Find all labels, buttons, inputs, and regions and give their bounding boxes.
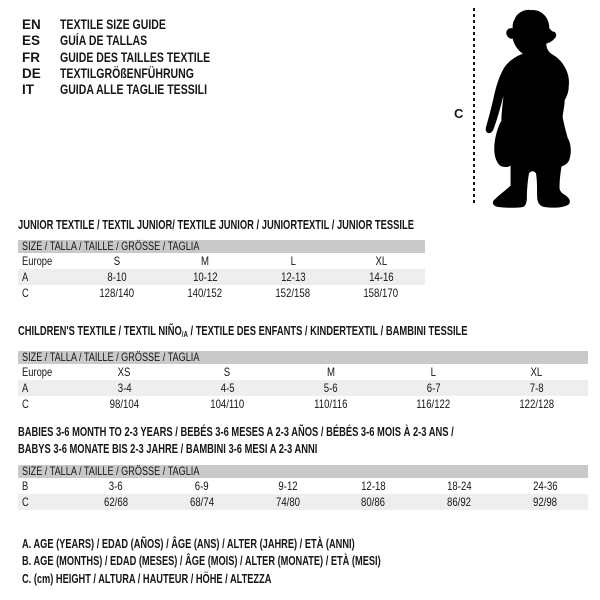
language-row <box>22 17 253 33</box>
title-segment: BABYS 3-6 MONATE BIS 2-3 JAHRE / BAMBINI 3-6 MESI A 2-3 ANNI <box>18 441 318 456</box>
section-childrens-textile <box>18 322 588 412</box>
table-cell-text: 152/158 <box>275 286 311 300</box>
table-cell <box>337 269 425 285</box>
baby-silhouette-path <box>486 10 571 208</box>
table-row <box>18 478 588 494</box>
table-cell-text: S <box>113 254 121 268</box>
table-cell <box>279 396 382 412</box>
table-cell <box>73 478 159 494</box>
table-header-band-label: SIZE / TALLA / TAILLE / GRÖSSE / TAGLIA <box>22 239 200 253</box>
footnotes <box>22 536 507 588</box>
table-cell <box>382 364 485 380</box>
language-label: TEXTILE SIZE GUIDE <box>60 17 166 32</box>
row-label <box>18 494 73 510</box>
table-cell-text: 24-36 <box>532 479 558 493</box>
row-label <box>18 478 73 494</box>
table-cell-text: M <box>326 365 335 379</box>
table-cell-text: 98/104 <box>109 397 140 411</box>
table-cell <box>161 253 249 269</box>
table-row <box>18 269 425 285</box>
language-code: DE <box>22 65 41 81</box>
table-cell-text: 14-16 <box>368 270 394 284</box>
baby-silhouette-icon <box>481 5 583 208</box>
row-label-text: B <box>22 479 29 493</box>
row-label <box>18 269 73 285</box>
section-babies-textile <box>18 423 588 510</box>
table-header-band <box>18 465 588 478</box>
language-label: GUÍA DE TALLAS <box>60 33 148 49</box>
table-cell <box>159 478 245 494</box>
table-row <box>18 494 588 510</box>
table-cell-text: 68/74 <box>189 495 214 509</box>
height-measure-dashed-line <box>473 8 475 206</box>
table-cell-text: 140/152 <box>187 286 223 300</box>
footnote <box>22 553 507 570</box>
table-cell <box>382 380 485 396</box>
table-row <box>18 396 588 412</box>
table-cell-text: 86/92 <box>447 495 472 509</box>
table-header-band <box>18 240 425 253</box>
table-cell-text: 8-10 <box>107 270 127 284</box>
row-label-text: C <box>22 495 29 509</box>
title-segment: JUNIOR TEXTILE / TEXTIL JUNIOR/ TEXTILE JUNIOR / JUNIORTEXTIL / JUNIOR TESSILE <box>18 217 414 232</box>
table-cell <box>502 478 588 494</box>
table-cell-text: XL <box>375 254 387 268</box>
table-cell-text: XS <box>118 365 131 379</box>
table-cell <box>73 364 176 380</box>
table-header-band-label: SIZE / TALLA / TAILLE / GRÖSSE / TAGLIA <box>22 350 200 364</box>
table-row <box>18 364 588 380</box>
table-cell-text: S <box>224 365 231 379</box>
table-cell <box>337 285 425 301</box>
table-cell-text: 116/122 <box>416 397 451 411</box>
section-title-line <box>18 322 468 343</box>
row-label <box>18 364 73 380</box>
size-table <box>18 465 588 510</box>
table-cell <box>279 364 382 380</box>
language-code: ES <box>22 33 41 49</box>
language-label: TEXTILGRÖßENFÜHRUNG <box>60 65 194 81</box>
table-row <box>18 285 425 301</box>
table-cell <box>485 380 588 396</box>
row-label <box>18 380 73 396</box>
language-row <box>22 82 253 98</box>
table-cell-text: M <box>201 254 209 268</box>
table-cell <box>249 253 337 269</box>
row-label-text: Europe <box>22 254 53 268</box>
table-cell <box>485 364 588 380</box>
height-measure-label: C <box>454 106 464 121</box>
section-title <box>18 216 425 233</box>
section-title-line <box>18 440 428 457</box>
table-cell <box>245 494 331 510</box>
table-cell-text: 9-12 <box>277 479 298 493</box>
language-row <box>22 33 253 49</box>
table-cell <box>176 364 279 380</box>
table-cell-text: 3-6 <box>108 479 123 493</box>
table-cell <box>73 253 161 269</box>
table-cell <box>73 380 176 396</box>
section-title <box>18 423 588 457</box>
table-cell <box>73 494 159 510</box>
row-label <box>18 253 73 269</box>
language-label: GUIDA ALLE TAGLIE TESSILI <box>60 82 208 98</box>
table-cell <box>382 396 485 412</box>
table-row <box>18 253 425 269</box>
table-header-band <box>18 351 588 364</box>
table-cell-text: L <box>430 365 437 379</box>
table-cell-text: 104/110 <box>210 397 245 411</box>
table-header-band-label: SIZE / TALLA / TAILLE / GRÖSSE / TAGLIA <box>22 464 200 478</box>
language-code: IT <box>22 82 34 98</box>
table-cell-text: XL <box>530 365 543 379</box>
table-cell-text: 18-24 <box>446 479 472 493</box>
table-cell-text: 12-13 <box>280 270 306 284</box>
table-cell <box>416 494 502 510</box>
row-label <box>18 285 73 301</box>
size-table <box>18 240 425 301</box>
table-cell <box>416 478 502 494</box>
row-label-text: C <box>22 397 29 411</box>
language-list <box>22 17 253 98</box>
table-cell-text: 5-6 <box>323 381 338 395</box>
table-cell <box>176 396 279 412</box>
section-title-line <box>18 423 454 440</box>
table-cell <box>245 478 331 494</box>
table-cell-text: 74/80 <box>275 495 300 509</box>
table-cell <box>159 494 245 510</box>
table-cell-text: 4-5 <box>220 381 235 395</box>
table-cell-text: 6-9 <box>194 479 209 493</box>
title-segment: BABIES 3-6 MONTH TO 2-3 YEARS / BEBÉS 3-6 MESES A 2-3 AÑOS / BÉBÉS 3-6 MOIS À 2-3 ANS / <box>18 424 454 439</box>
table-cell <box>176 380 279 396</box>
table-cell-text: 62/68 <box>103 495 128 509</box>
size-table <box>18 351 588 412</box>
section-title-line <box>18 216 414 233</box>
table-cell-text: 80/86 <box>361 495 386 509</box>
table-cell <box>279 380 382 396</box>
table-cell <box>249 285 337 301</box>
table-cell <box>161 285 249 301</box>
title-segment: /A <box>181 329 188 339</box>
language-code: FR <box>22 49 40 65</box>
table-cell <box>249 269 337 285</box>
table-cell <box>330 478 416 494</box>
footnote <box>22 571 507 588</box>
table-cell <box>73 285 161 301</box>
table-cell <box>337 253 425 269</box>
language-code: EN <box>22 17 41 32</box>
table-cell <box>330 494 416 510</box>
footnote-text: B. AGE (MONTHS) / EDAD (MESES) / ÂGE (MOIS) / ALTER (MONATE) / ETÀ (MESI) <box>22 554 381 569</box>
language-row <box>22 66 253 82</box>
table-cell-text: 7-8 <box>529 381 544 395</box>
table-cell-text: 12-18 <box>361 479 386 493</box>
language-label: GUIDE DES TAILLES TEXTILE <box>60 49 211 65</box>
table-cell-text: 110/116 <box>313 397 348 411</box>
table-cell-text: 158/170 <box>363 286 399 300</box>
row-label <box>18 396 73 412</box>
table-cell <box>161 269 249 285</box>
row-label-text: Europe <box>22 365 53 379</box>
table-cell-text: 128/140 <box>99 286 135 300</box>
section-junior-textile <box>18 216 425 301</box>
table-cell <box>485 396 588 412</box>
title-segment: / TEXTILE DES ENFANTS / KINDERTEXTIL / BAMBINI TESSILE <box>187 323 468 338</box>
footnote-text: A. AGE (YEARS) / EDAD (AÑOS) / ÂGE (ANS) / ALTER (JAHRE) / ETÀ (ANNI) <box>22 537 355 551</box>
table-cell-text: 10-12 <box>192 270 218 284</box>
table-cell <box>502 494 588 510</box>
table-cell-text: 6-7 <box>426 381 441 395</box>
language-row <box>22 50 253 66</box>
row-label-text: C <box>22 286 29 300</box>
title-segment: CHILDREN'S TEXTILE / TEXTIL NIÑO <box>18 323 182 338</box>
footnote <box>22 536 507 553</box>
table-cell-text: 3-4 <box>117 381 132 395</box>
table-cell <box>73 396 176 412</box>
row-label-text: A <box>22 381 29 395</box>
table-cell-text: 122/128 <box>519 397 554 411</box>
table-cell-text: 92/98 <box>533 495 558 509</box>
footnote-text: C. (cm) HEIGHT / ALTURA / HAUTEUR / HÖHE / ALTEZZA <box>22 571 272 586</box>
row-label-text: A <box>22 270 29 284</box>
table-cell <box>73 269 161 285</box>
section-title <box>18 322 588 343</box>
table-row <box>18 380 588 396</box>
table-cell-text: L <box>290 254 296 268</box>
